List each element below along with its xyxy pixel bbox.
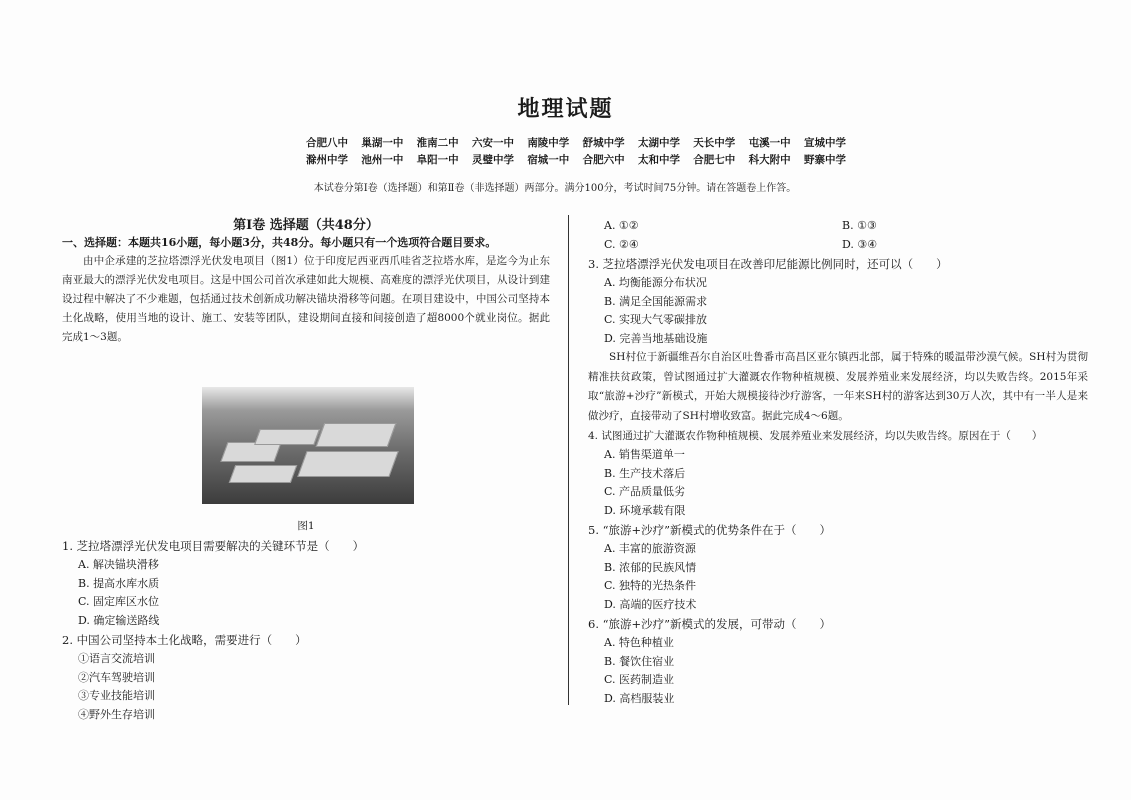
left-column: [62, 214, 550, 724]
question-1-option: D. 确定输送路线: [78, 613, 160, 627]
question-2-option: A. ①②: [604, 219, 639, 232]
school-name: 阜阳一中: [416, 154, 459, 166]
question-6-option: D. 高档服装业: [604, 691, 675, 705]
school-row-2: [306, 152, 846, 169]
material-paragraph-1: 由中企承建的芝拉塔漂浮光伏发电项目（图1）位于印度尼西亚西爪哇省芝拉塔水库，是迄今为止东南亚最大的漂浮光伏发电项目。这是中国公司首次承建如此大规模、高难度的漂浮光伏项目，从设计到建设过程中解决了不少难题，包括通过技术创新成功解决锚块滑移等问题。在项目建设中，中国公司坚持本土化战略，使用当地的设计、施工、安装等团队，建设期间直接和间接创造了超8000个就业岗位。据此完成1～3题。: [62, 255, 550, 343]
school-name: 太湖中学: [637, 137, 680, 149]
figure-caption: 图1: [297, 520, 315, 532]
school-name: 宣城中学: [803, 137, 846, 149]
question-4-option: C. 产品质量低劣: [604, 485, 686, 498]
solar-panel-array: [229, 465, 298, 483]
question-4-stem: 4. 试图通过扩大灌溉农作物种植规模、发展养殖业来发展经济，均以失败告终。原因在于（ ）: [588, 430, 1043, 442]
solar-panel-array: [220, 442, 281, 462]
school-name: 淮南二中: [416, 137, 459, 149]
question-2-item: ④野外生存培训: [78, 707, 155, 721]
question-2-item: ③专业技能培训: [78, 689, 155, 702]
school-name: 合肥八中: [306, 137, 348, 149]
school-name: 六安一中: [471, 137, 514, 149]
question-5-stem: 5. “旅游+沙疗”新模式的优势条件在于（ ）: [588, 523, 832, 537]
school-name: 池州一中: [361, 154, 404, 166]
question-3-stem: 3. 芝拉塔漂浮光伏发电项目在改善印尼能源比例同时，还可以（ ）: [588, 257, 948, 271]
question-5-option: D. 高端的医疗技术: [604, 597, 697, 611]
question-3-option: B. 满足全国能源需求: [604, 294, 708, 308]
school-name: 屯溪一中: [748, 137, 791, 149]
school-name: 合肥六中: [582, 154, 625, 166]
school-name: 天长中学: [693, 137, 736, 149]
question-1-option: A. 解决锚块滑移: [78, 558, 159, 571]
question-2-option: D. ③④: [842, 238, 878, 251]
question-2-stem: 2. 中国公司坚持本土化战略，需要进行（ ）: [62, 633, 307, 647]
question-4-option: B. 生产技术落后: [604, 466, 686, 480]
page-title: 地理试题: [517, 96, 614, 122]
question-3-option: C. 实现大气零碳排放: [604, 313, 708, 326]
school-row-1: [306, 135, 846, 152]
school-name: 合肥七中: [693, 154, 736, 166]
question-6-option: C. 医药制造业: [604, 673, 675, 686]
solar-farm-photo: [202, 387, 414, 504]
question-6-option: A. 特色种植业: [604, 636, 674, 649]
question-2-options-row: [588, 216, 1088, 235]
school-name: 南陵中学: [527, 137, 570, 149]
question-5-option: A. 丰富的旅游资源: [604, 542, 696, 555]
question-2-item: ②汽车驾驶培训: [78, 670, 155, 684]
right-column: [588, 216, 1088, 708]
question-3-option: D. 完善当地基础设施: [604, 331, 708, 345]
school-name: 舒城中学: [582, 137, 625, 149]
question-2-options-row: [588, 235, 1088, 254]
column-divider: [568, 215, 569, 705]
question-4-option: A. 销售渠道单一: [604, 448, 685, 461]
question-1-option: C. 固定库区水位: [78, 595, 160, 608]
school-name: 宿城一中: [527, 154, 570, 166]
question-6-stem: 6. “旅游+沙疗”新模式的发展，可带动（ ）: [588, 617, 832, 631]
solar-panel-array: [254, 429, 320, 445]
question-6-option: B. 餐饮住宿业: [604, 654, 675, 668]
question-1-option: B. 提高水库水质: [78, 576, 160, 590]
section-title: 第Ⅰ卷 选择题（共48分）: [233, 218, 379, 233]
material-paragraph-2: SH村位于新疆维吾尔自治区吐鲁番市高昌区亚尔镇西北部，属于特殊的暖温带沙漠气候。SH村为贯彻精准扶贫政策，曾试图通过扩大灌溉农作物种植规模、发展养殖业来发展经济，均以失败告终。2015年采取“旅游+沙疗”新模式，开始大规模接待沙疗游客，一年来SH村的游客达到30万人次，其中有一半人是来做沙疗，直接带动了SH村增收致富。据此完成4～6题。: [588, 351, 1088, 422]
school-list: [306, 135, 846, 169]
question-2-option: B. ①③: [842, 219, 877, 232]
school-name: 野寨中学: [803, 154, 846, 166]
section-description: 一、选择题：本题共16小题，每小题3分，共48分。每小题只有一个选项符合题目要求。: [62, 236, 497, 249]
school-name: 科大附中: [748, 154, 791, 166]
question-2-item: ①语言交流培训: [78, 652, 155, 665]
school-name: 灵璧中学: [471, 154, 514, 166]
school-name: 太和中学: [637, 154, 680, 166]
school-name: 巢湖一中: [361, 137, 404, 149]
solar-panel-array: [297, 451, 398, 477]
question-1-stem: 1. 芝拉塔漂浮光伏发电项目需要解决的关键环节是（ ）: [62, 539, 365, 553]
exam-notice: 本试卷分第Ⅰ卷（选择题）和第Ⅱ卷（非选择题）两部分。满分100分，考试时间75分钟。请在答题卷上作答。: [313, 183, 797, 194]
question-3-option: A. 均衡能源分布状况: [604, 276, 707, 289]
question-5-option: C. 独特的光热条件: [604, 579, 697, 592]
question-4-option: D. 环境承载有限: [604, 503, 686, 517]
school-name: 滁州中学: [306, 154, 348, 166]
question-2-option: C. ②④: [604, 238, 639, 251]
question-5-option: B. 浓郁的民族风情: [604, 560, 697, 574]
solar-panel-array: [316, 423, 397, 447]
